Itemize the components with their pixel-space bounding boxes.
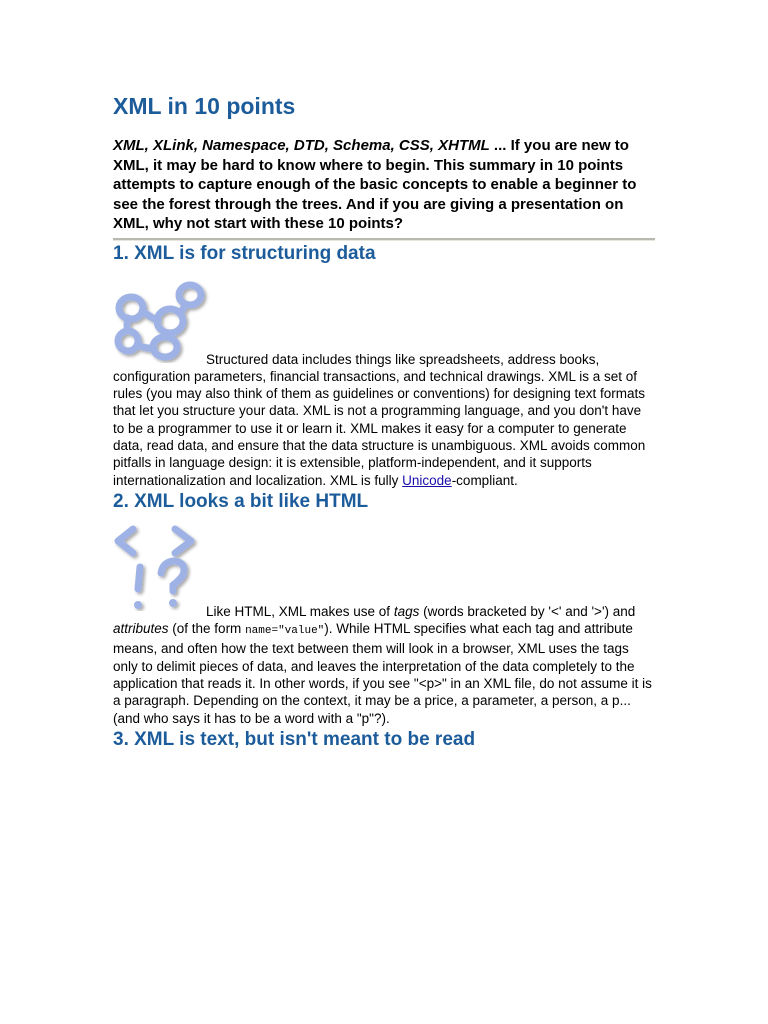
intro-italic-terms: XML, XLink, Namespace, DTD, Schema, CSS, XHTML <box>113 137 490 154</box>
page-title: XML in 10 points <box>113 93 296 119</box>
section-2-body <box>113 603 655 727</box>
section-2-text-4: ). While HTML specifies what each tag and attribute means, and often how the text between them will look in a browser, XML uses the tags only to delimit pieces of data, and leaves the interpretation of the data completely to the application that reads it. In other words, if you see "<p>" in an XML file, do not assume it is a paragraph. Depending on the context, it may be a price, a parameter, a person, a p... (and who says it has to be a word with a "p"?). <box>113 621 652 726</box>
tags-term: tags <box>393 603 420 619</box>
section-1-text-end: -compliant. <box>451 472 518 488</box>
section-1-heading: 1. XML is for structuring data <box>113 242 376 264</box>
section-2-text-3: (of the form <box>168 621 246 637</box>
angle-brackets-question-icon <box>113 523 213 615</box>
code-example: name="value" <box>245 625 325 638</box>
section-1-body <box>113 351 655 489</box>
section-2-text-2: (words bracketed by '<' and '>') and <box>419 603 636 619</box>
section-1-text: Structured data includes things like spreadsheets, address books, configuration parameters, financial transactions, and technical drawings. XML is a set of rules (you may also think of them as guidelines or conventions) for designing text formats that let you structure your data. XML is not a programming language, and you don't have to be a programmer to use it or learn it. XML makes it easy for a computer to generate data, read data, and ensure that the data structure is unambiguous. XML avoids common pitfalls in language design: it is extensible, platform-independent, and it supports internationalization and localization. XML is fully <box>113 351 646 488</box>
section-3-heading: 3. XML is text, but isn't meant to be read <box>113 728 476 750</box>
unicode-link[interactable]: Unicode <box>402 472 452 488</box>
intro-paragraph <box>113 136 655 236</box>
attributes-term: attributes <box>113 621 169 637</box>
intro-text: ... If you are new to XML, it may be hard to know where to begin. This summary in 10 points attempts to capture enough of the basic concepts to enable a beginner to see the forest through the trees. And if you are giving a presentation on XML, why not start with these 10 points? <box>113 137 637 232</box>
section-2-heading: 2. XML looks a bit like HTML <box>113 490 369 512</box>
structure-nodes-icon <box>113 275 213 363</box>
document-page <box>113 88 655 753</box>
section-2-text-1: Like HTML, XML makes use of <box>206 603 394 619</box>
